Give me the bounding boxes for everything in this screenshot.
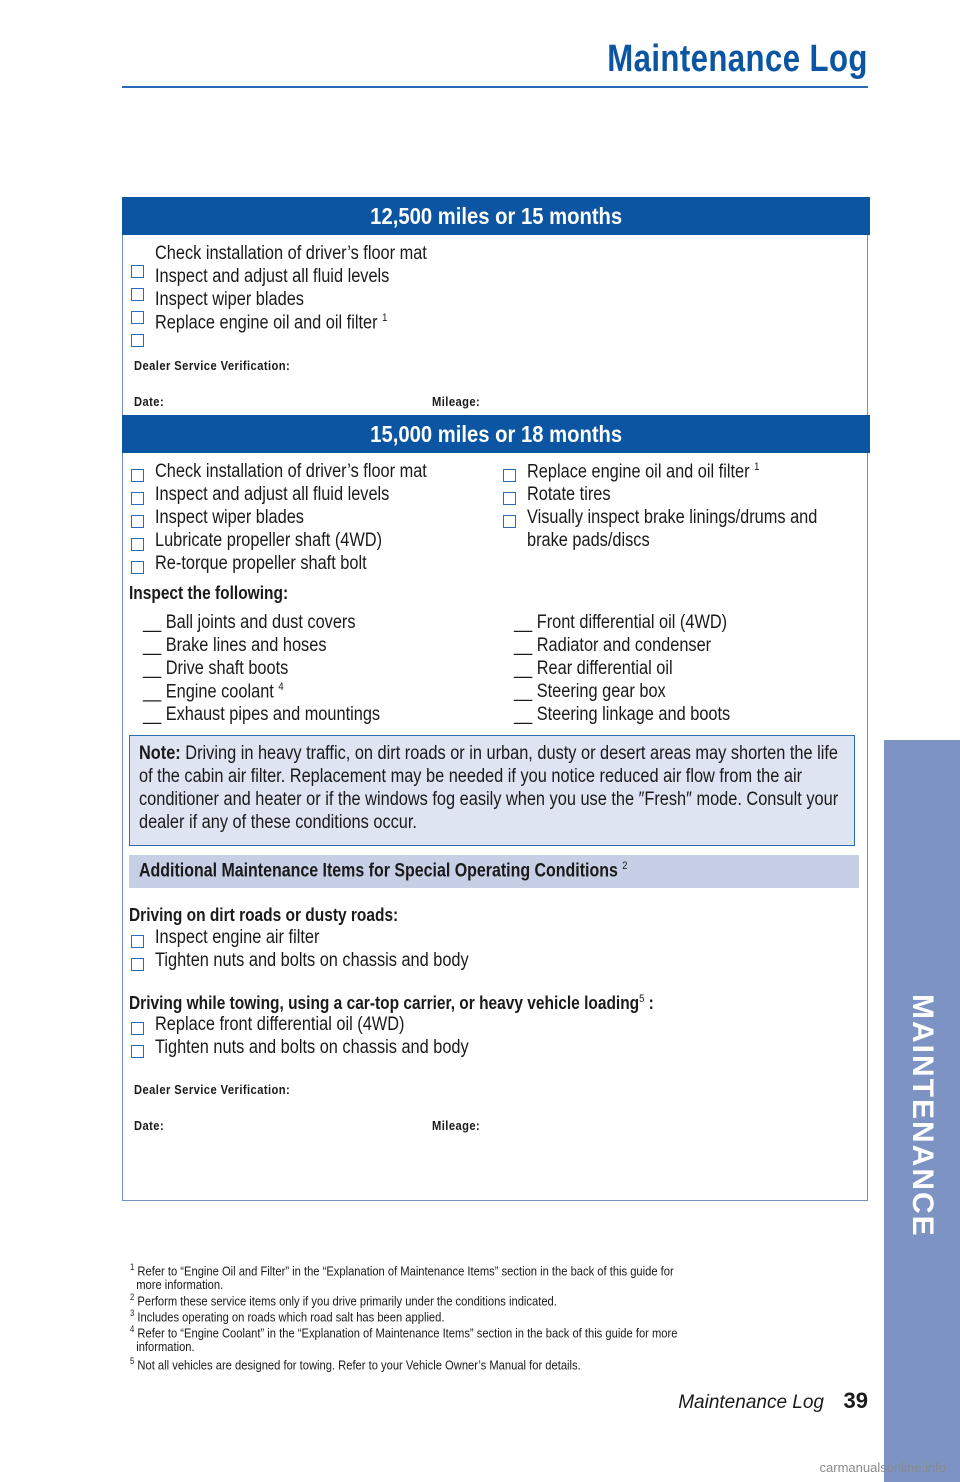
service-item: Replace front differential oil (4WD): [155, 1014, 405, 1035]
inspect-heading: Inspect the following:: [129, 583, 289, 603]
inspect-item: __ Brake lines and hoses: [143, 635, 327, 656]
inspect-item: __ Steering linkage and boots: [514, 704, 731, 725]
checkbox[interactable]: [131, 334, 144, 347]
service-item: Check installation of driver’s floor mat: [155, 243, 427, 264]
checkbox[interactable]: [131, 561, 144, 574]
inspect-item: __ Front differential oil (4WD): [514, 612, 728, 633]
service-item: Rotate tires: [527, 484, 611, 505]
service-item: Tighten nuts and bolts on chassis and body: [155, 950, 469, 971]
page-number: 39: [843, 1388, 868, 1413]
additional-items-header: Additional Maintenance Items for Special Operating Conditions $^2$: [129, 855, 859, 888]
checkbox[interactable]: [131, 311, 144, 324]
checkbox[interactable]: [503, 469, 516, 482]
cabin-filter-note: [129, 735, 855, 846]
inspect-item: __ Radiator and condenser: [514, 635, 712, 656]
side-tab-label: MAINTENANCE: [906, 994, 939, 1238]
footnote-3: $^3$ Includes operating on roads which road salt has been applied.: [130, 1308, 445, 1325]
checkbox[interactable]: [131, 265, 144, 278]
checkbox[interactable]: [131, 1045, 144, 1058]
service-item: Tighten nuts and bolts on chassis and body: [155, 1037, 469, 1058]
service-item: Inspect wiper blades: [155, 289, 304, 310]
section-15000-header: 15,000 miles or 18 months: [122, 415, 870, 453]
inspect-item: __ Exhaust pipes and mountings: [143, 704, 381, 725]
checkbox[interactable]: [131, 469, 144, 482]
mileage-label: Mileage:: [432, 1118, 481, 1133]
service-item: Inspect wiper blades: [155, 507, 304, 528]
inspect-item: __ Steering gear box: [514, 681, 666, 702]
footnote-ref: 1: [382, 312, 388, 324]
service-item: Inspect engine air filter: [155, 927, 320, 948]
service-item: Re-torque propeller shaft bolt: [155, 553, 367, 574]
service-item: Check installation of driver’s floor mat: [155, 461, 427, 482]
towing-heading: Driving while towing, using a car-top carrier, or heavy vehicle loading$^5$ :: [129, 993, 654, 1013]
watermark: carmanualsonline.info: [819, 1460, 946, 1475]
date-label: Date:: [134, 394, 165, 409]
title-divider: [122, 86, 868, 88]
service-item: Visually inspect brake linings/drums and: [527, 507, 818, 528]
footer-section-label: Maintenance Log: [678, 1392, 824, 1413]
dirt-roads-heading: Driving on dirt roads or dusty roads:: [129, 905, 399, 925]
page-title: Maintenance Log: [607, 38, 868, 80]
checkbox[interactable]: [131, 958, 144, 971]
service-item: Inspect and adjust all fluid levels: [155, 266, 390, 287]
service-item: Inspect and adjust all fluid levels: [155, 484, 390, 505]
service-item: Replace engine oil and oil filter $^1$: [527, 461, 760, 483]
checkbox[interactable]: [131, 492, 144, 505]
service-item: Lubricate propeller shaft (4WD): [155, 530, 383, 551]
checkbox[interactable]: [131, 288, 144, 301]
note-text: Driving in heavy traffic, on dirt roads or in urban, dusty or desert areas may shorten the life of the cabin air filter. Replacement may be needed if you notice reduced air flow from the air conditioner and heater or if the windows fog easily when you use the ″Fresh″ mode. Consult your dealer if any of these conditions occur.: [139, 743, 839, 833]
note-label: Note:: [139, 743, 181, 764]
inspect-item: __ Rear differential oil: [514, 658, 673, 679]
mileage-label: Mileage:: [432, 394, 481, 409]
footnote-ref: 2: [622, 860, 628, 872]
service-item: Replace engine oil and oil filter $^1$: [155, 312, 388, 334]
checkbox[interactable]: [131, 935, 144, 948]
dealer-service-verification-label: Dealer Service Verification:: [134, 358, 291, 373]
section-side-tab: [884, 740, 960, 1482]
date-label: Date:: [134, 1118, 165, 1133]
footnote-5: $^5$ Not all vehicles are designed for towing. Refer to your Vehicle Owner’s Manual for details.: [130, 1356, 581, 1373]
checkbox[interactable]: [503, 492, 516, 505]
footnote-1: $^1$ Refer to “Engine Oil and Filter” in the “Explanation of Maintenance Items” section in the back of this guide for more information.: [130, 1262, 674, 1293]
checkbox[interactable]: [131, 538, 144, 551]
inspect-item: __ Ball joints and dust covers: [143, 612, 356, 633]
section-12500-header: 12,500 miles or 15 months: [122, 197, 870, 235]
footnote-4: $^4$ Refer to “Engine Coolant” in the “Explanation of Maintenance Items” section in the back of this guide for more information.: [130, 1324, 678, 1355]
footnote-2: $^2$ Perform these service items only if you drive primarily under the conditions indicated.: [130, 1292, 557, 1309]
footnote-ref: 1: [754, 461, 760, 473]
service-item-continued: brake pads/discs: [527, 530, 650, 551]
footnote-ref: 4: [278, 681, 284, 693]
footnote-ref: 5: [639, 993, 645, 1005]
checkbox[interactable]: [503, 515, 516, 528]
inspect-item: __ Engine coolant $^4$: [143, 681, 284, 703]
checkbox[interactable]: [131, 515, 144, 528]
checkbox[interactable]: [131, 1022, 144, 1035]
dealer-service-verification-label: Dealer Service Verification:: [134, 1082, 291, 1097]
inspect-item: __ Drive shaft boots: [143, 658, 289, 679]
